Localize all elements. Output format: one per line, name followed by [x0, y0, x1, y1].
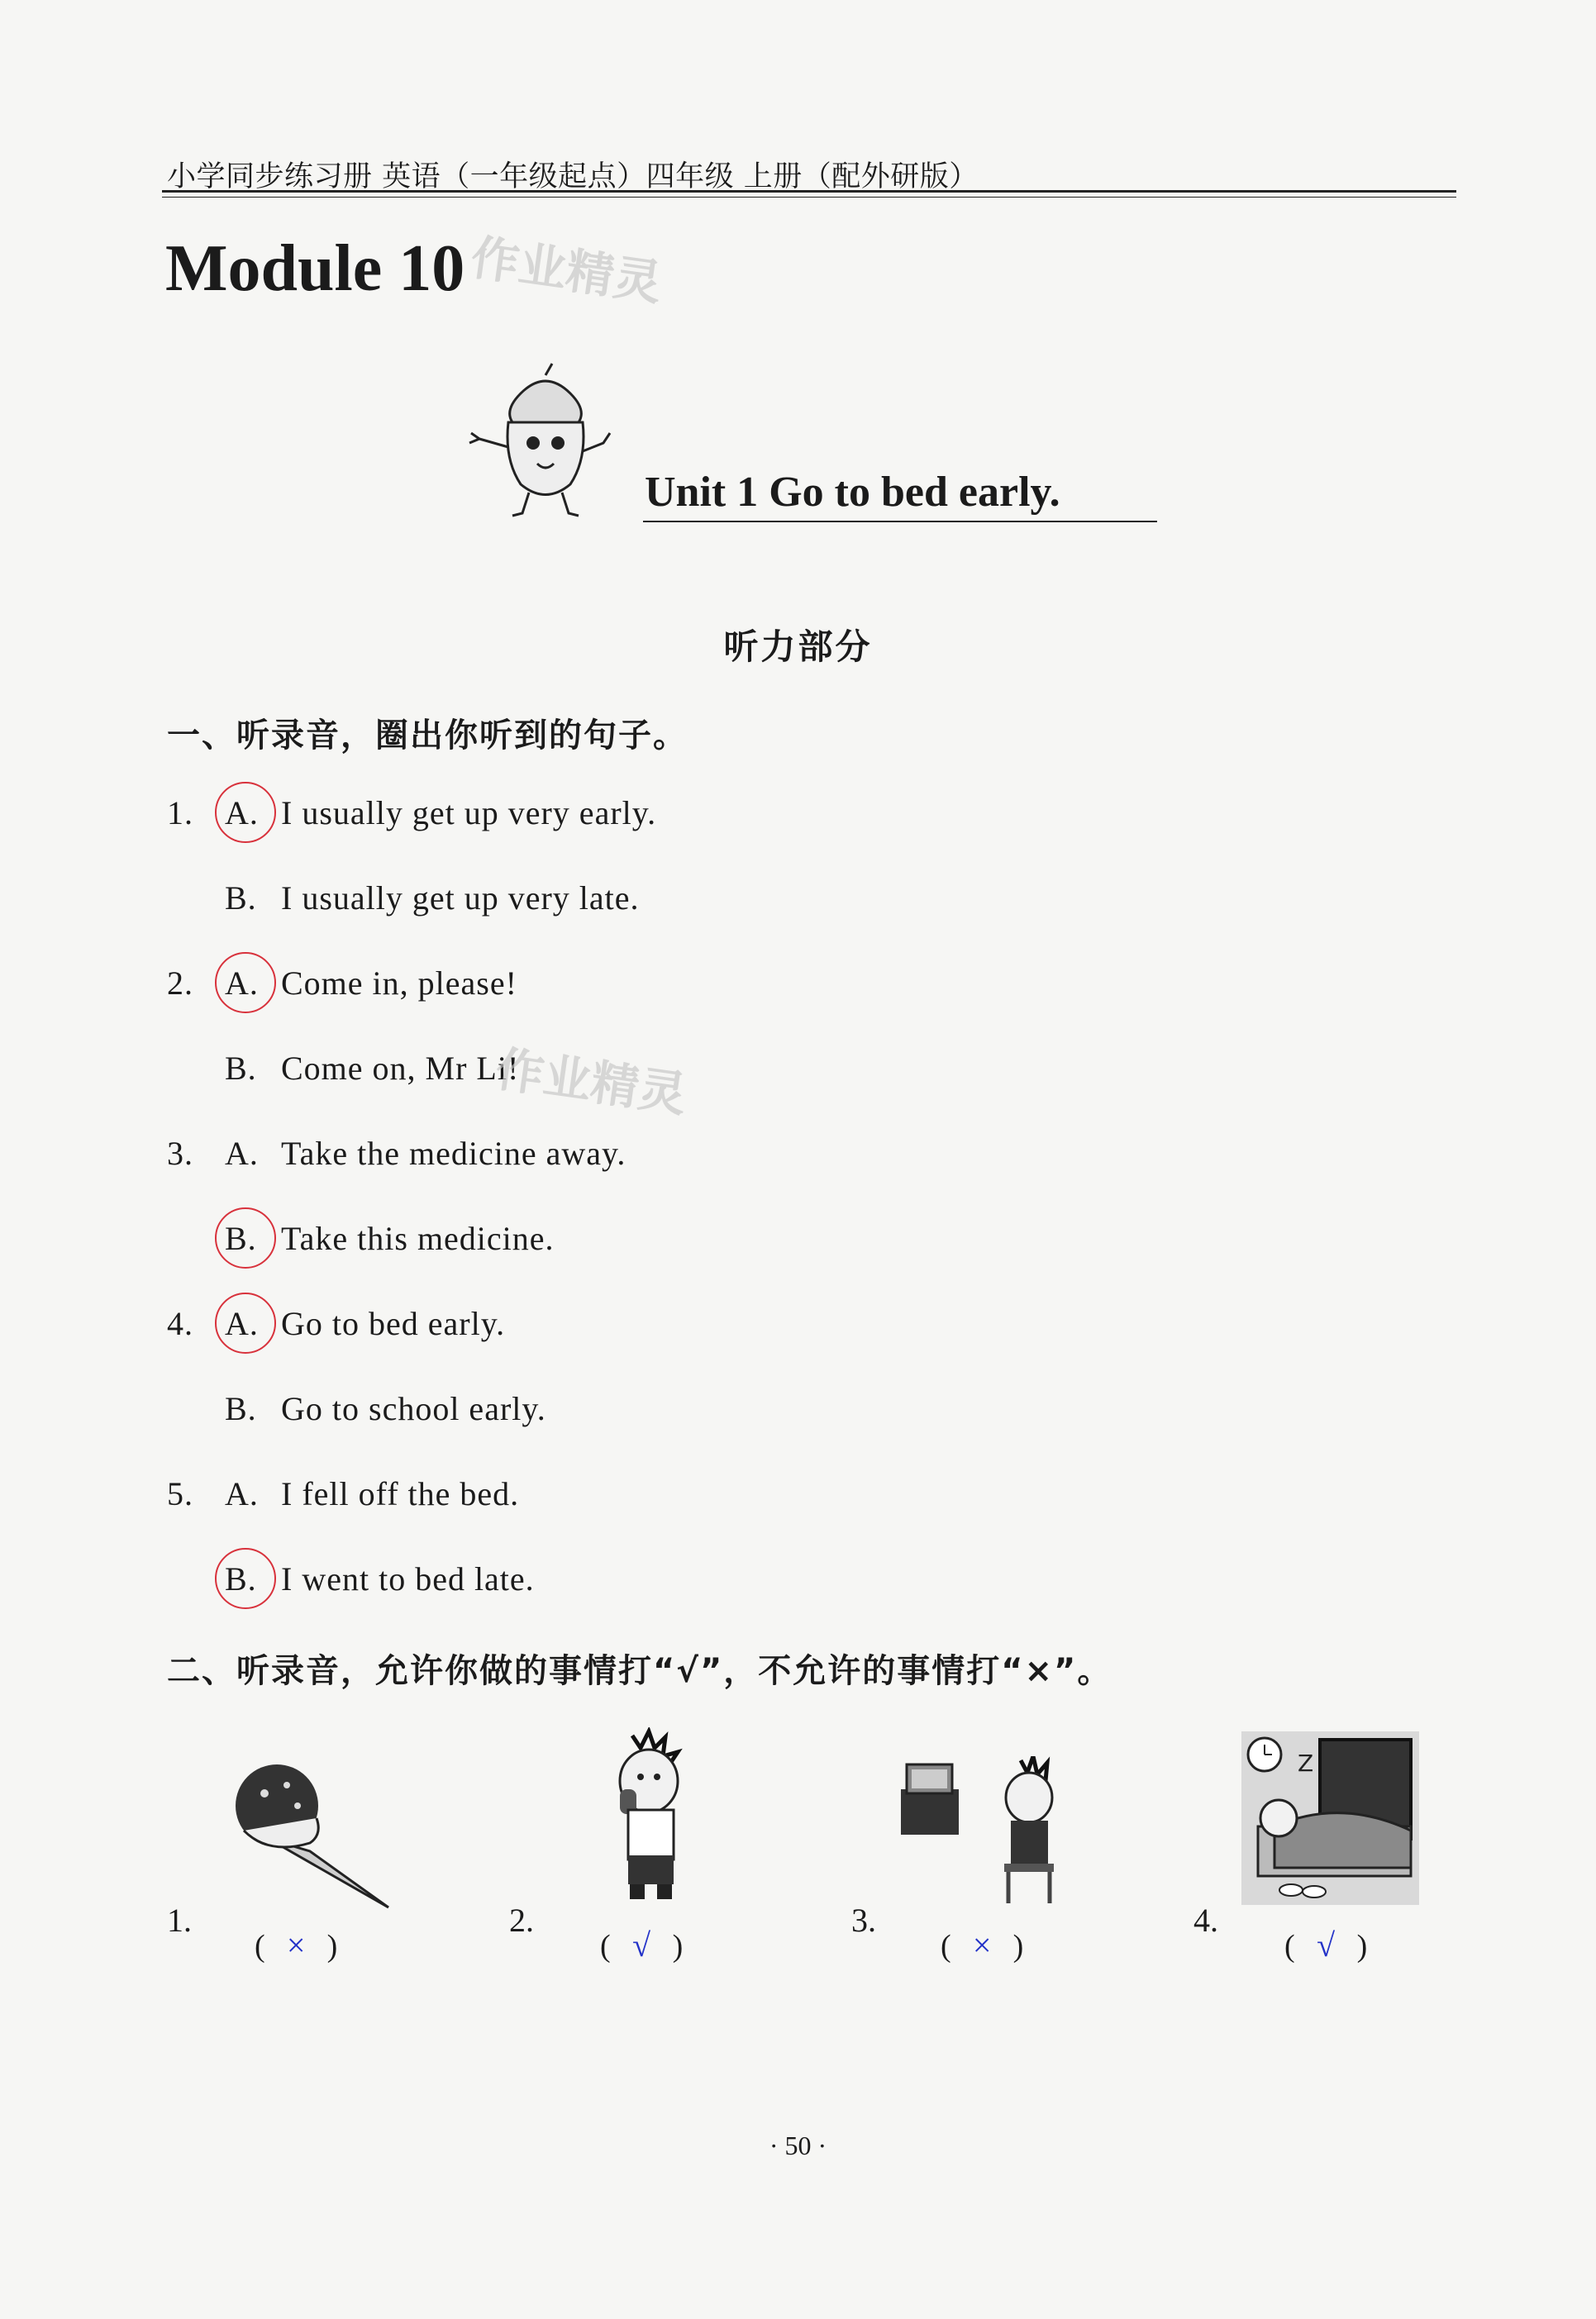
answer-mark: × — [972, 1926, 992, 1964]
boy-watching-tv-icon — [897, 1756, 1070, 1905]
unit-title-underline — [643, 521, 1157, 522]
option-text: Come in, please! — [281, 964, 517, 1002]
question-number: 1. — [167, 794, 193, 831]
option-text: Come on, Mr Li! — [281, 1050, 520, 1087]
option-letter: B. — [225, 879, 257, 917]
question-3-option-b — [225, 1219, 555, 1258]
question-number: 4. — [167, 1305, 193, 1342]
question-number: 2. — [167, 964, 193, 1002]
answer-mark: × — [286, 1926, 306, 1964]
watermark: 作业精灵 — [467, 229, 665, 312]
question-5-option-b — [225, 1559, 535, 1598]
question-4-option-a — [167, 1304, 505, 1343]
ice-cream-icon — [219, 1760, 397, 1909]
answer-mark: √ — [1317, 1926, 1336, 1964]
option-text: I usually get up very early. — [281, 794, 657, 831]
option-text: I fell off the bed. — [281, 1475, 520, 1512]
answer-parentheses: ( √ ) — [600, 1926, 684, 1964]
header-rule-thin — [162, 197, 1456, 198]
option-letter: A. — [225, 1475, 259, 1512]
answer-circle — [215, 1207, 276, 1269]
unit-title: Unit 1 Go to bed early. — [645, 469, 1060, 516]
question-1-option-b — [225, 879, 640, 917]
question-number: 3. — [167, 1135, 193, 1172]
item-number: 3. — [851, 1902, 876, 1939]
question-3-option-a — [167, 1134, 626, 1173]
option-text: Take the medicine away. — [281, 1135, 626, 1172]
answer-parentheses: ( × ) — [941, 1926, 1024, 1964]
answer-circle — [215, 782, 276, 843]
mascot-icon — [463, 360, 628, 526]
boy-sleeping-icon — [1241, 1731, 1419, 1905]
option-letter: A. — [225, 1135, 259, 1172]
option-text: Go to bed early. — [281, 1305, 506, 1342]
answer-circle — [215, 952, 276, 1013]
answer-circle — [215, 1293, 276, 1354]
option-text: I usually get up very late. — [281, 879, 640, 917]
option-letter: B. — [225, 1390, 257, 1427]
answer-circle — [215, 1548, 276, 1609]
page-number: · 50 · — [769, 2131, 827, 2160]
option-text: Take this medicine. — [281, 1220, 555, 1257]
answer-mark: √ — [632, 1926, 651, 1964]
watermark: 作业精灵 — [492, 1040, 690, 1123]
item-number: 1. — [167, 1902, 192, 1939]
boy-eating-icon — [595, 1727, 703, 1905]
part2-instruction: 二、听录音，允许你做的事情打“√”，不允许的事情打“×”。 — [167, 1652, 1112, 1690]
question-4-option-b — [225, 1389, 546, 1428]
question-2-option-b — [225, 1049, 519, 1088]
section-title: 听力部分 — [723, 626, 873, 667]
question-5-option-a — [167, 1474, 519, 1513]
option-letter: A. — [225, 964, 259, 1002]
option-letter: B. — [225, 1220, 257, 1257]
header-rule-thick — [162, 190, 1456, 193]
option-letter: A. — [225, 794, 259, 831]
question-2-option-a — [167, 964, 517, 1002]
book-header: 小学同步练习册 英语（一年级起点）四年级 上册（配外研版） — [167, 160, 979, 193]
answer-parentheses: ( √ ) — [1284, 1926, 1368, 1964]
option-letter: B. — [225, 1050, 257, 1087]
question-number: 5. — [167, 1475, 193, 1512]
option-letter: A. — [225, 1305, 259, 1342]
option-text: I went to bed late. — [281, 1560, 535, 1598]
item-number: 2. — [509, 1902, 534, 1939]
svg-text:Z: Z — [1298, 1750, 1314, 1777]
module-title: Module 10 — [165, 232, 465, 305]
item-number: 4. — [1193, 1902, 1218, 1939]
answer-parentheses: ( × ) — [255, 1926, 338, 1964]
question-1-option-a — [167, 793, 656, 832]
part1-instruction: 一、听录音，圈出你听到的句子。 — [167, 717, 688, 755]
option-letter: B. — [225, 1560, 257, 1598]
option-text: Go to school early. — [281, 1390, 546, 1427]
